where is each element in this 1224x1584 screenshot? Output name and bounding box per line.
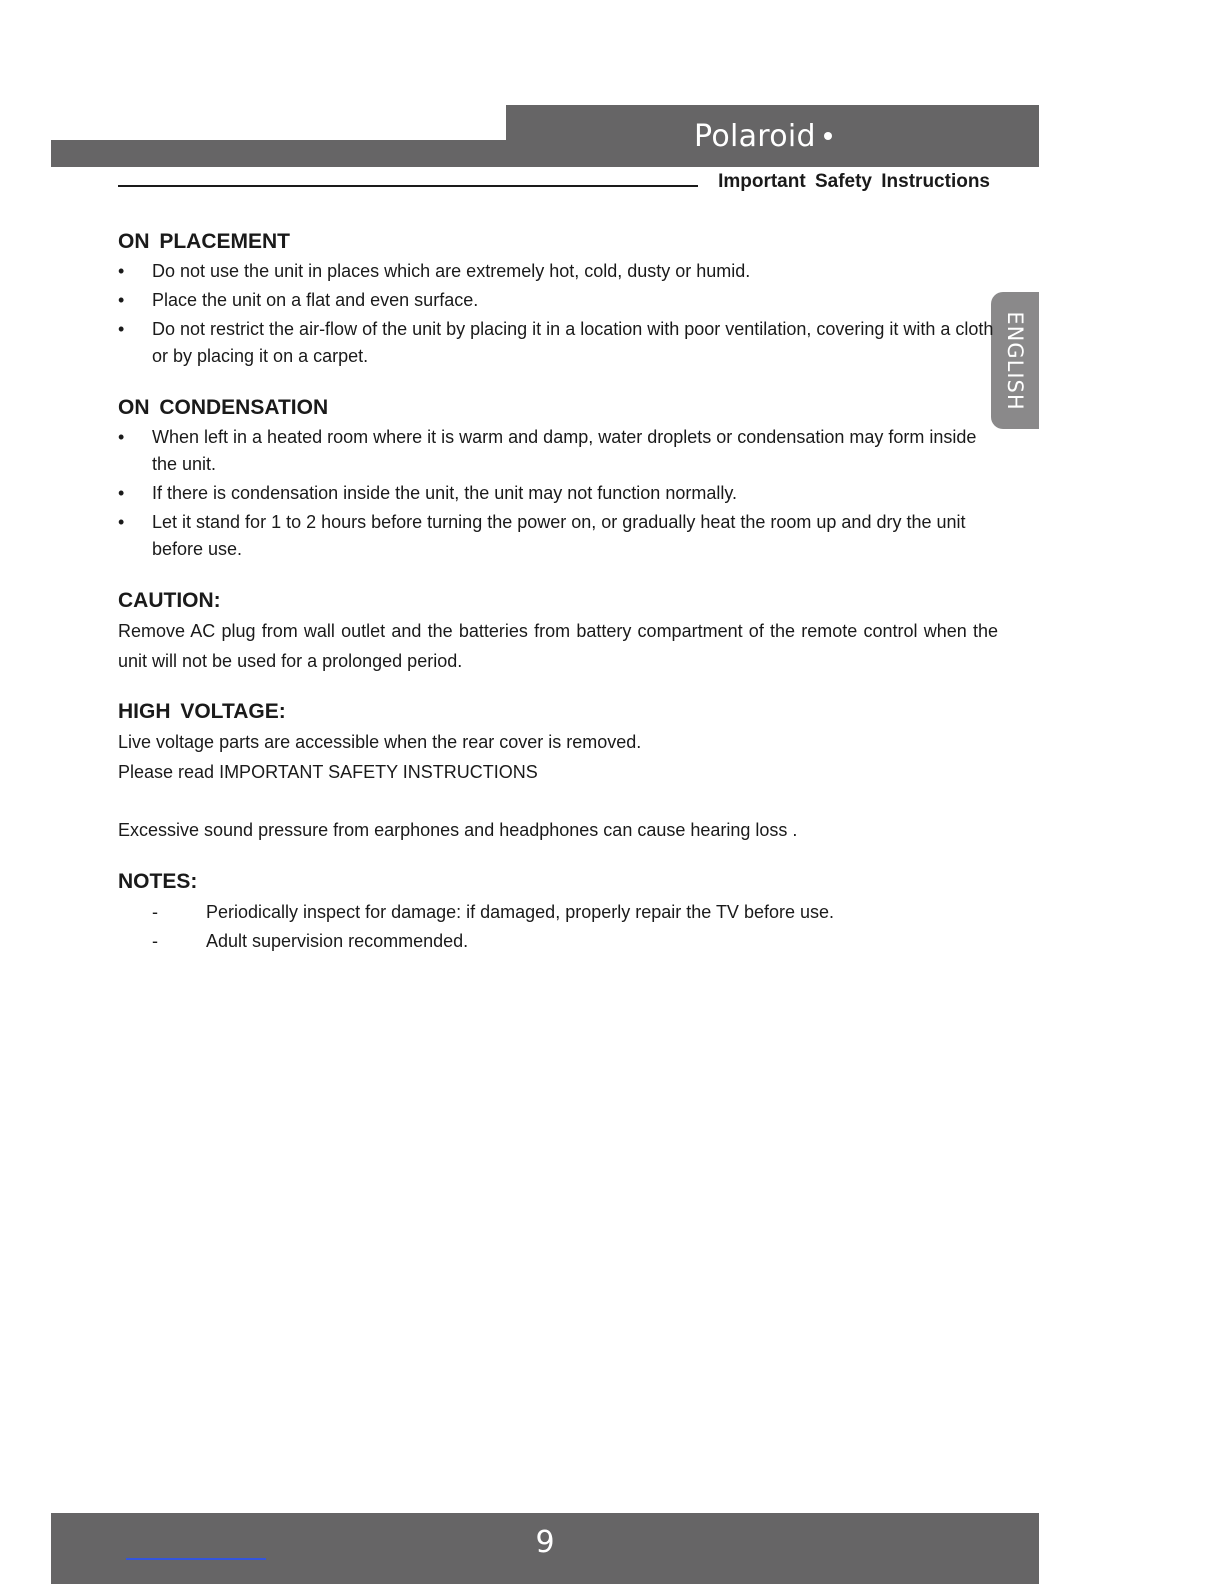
- header-rule: [118, 185, 698, 187]
- page-content: [118, 226, 998, 957]
- high-voltage-line-1: Live voltage parts are accessible when the rear cover is removed.: [118, 732, 642, 752]
- footer-link-underline[interactable]: [126, 1558, 266, 1560]
- notes-heading: NOTES:: [118, 869, 198, 893]
- list-item: - Periodically inspect for damage: if damaged, properly repair the TV before use.: [118, 898, 998, 928]
- caution-heading: CAUTION:: [118, 589, 221, 612]
- sound-warning: Excessive sound pressure from earphones and headphones can cause hearing loss .: [118, 820, 798, 840]
- high-voltage-heading: HIGH VOLTAGE:: [118, 700, 286, 723]
- footer-band: [51, 1513, 1039, 1584]
- placement-heading: ON PLACEMENT: [118, 230, 290, 253]
- language-tab-label: ENGLISH: [1003, 310, 1027, 411]
- caution-text: Remove AC plug from wall outlet and the batteries from battery compartment of the remote control when the unit will not be used for a prolonged period.: [118, 621, 998, 671]
- placement-list: [118, 258, 998, 370]
- section-title: Important Safety Instructions: [718, 171, 990, 192]
- page-number: 9: [535, 1525, 555, 1560]
- list-item: • Let it stand for 1 to 2 hours before turning the power on, or gradually heat the room up and dry the unit before use.: [118, 509, 998, 563]
- high-voltage-line-2: Please read IMPORTANT SAFETY INSTRUCTIONS: [118, 761, 538, 782]
- list-item: • Do not restrict the air-flow of the unit by placing it in a location with poor ventilation, covering it with a cloth or by placing it on a carpet.: [118, 316, 998, 370]
- list-item: • Do not use the unit in places which are extremely hot, cold, dusty or humid.: [118, 258, 998, 285]
- list-item: • If there is condensation inside the unit, the unit may not function normally.: [118, 480, 998, 507]
- list-item: • Place the unit on a flat and even surface.: [118, 287, 998, 314]
- condensation-heading: ON CONDENSATION: [118, 396, 329, 419]
- list-item: - Adult supervision recommended.: [118, 927, 998, 957]
- language-tab: [991, 292, 1039, 429]
- logo-dot-icon: [824, 132, 832, 140]
- brand-name: Polaroid: [694, 119, 816, 154]
- notes-list: [118, 898, 998, 957]
- list-item: • When left in a heated room where it is warm and damp, water droplets or condensation may form inside the unit.: [118, 424, 998, 478]
- condensation-list: [118, 424, 998, 563]
- brand-logo: [694, 117, 832, 157]
